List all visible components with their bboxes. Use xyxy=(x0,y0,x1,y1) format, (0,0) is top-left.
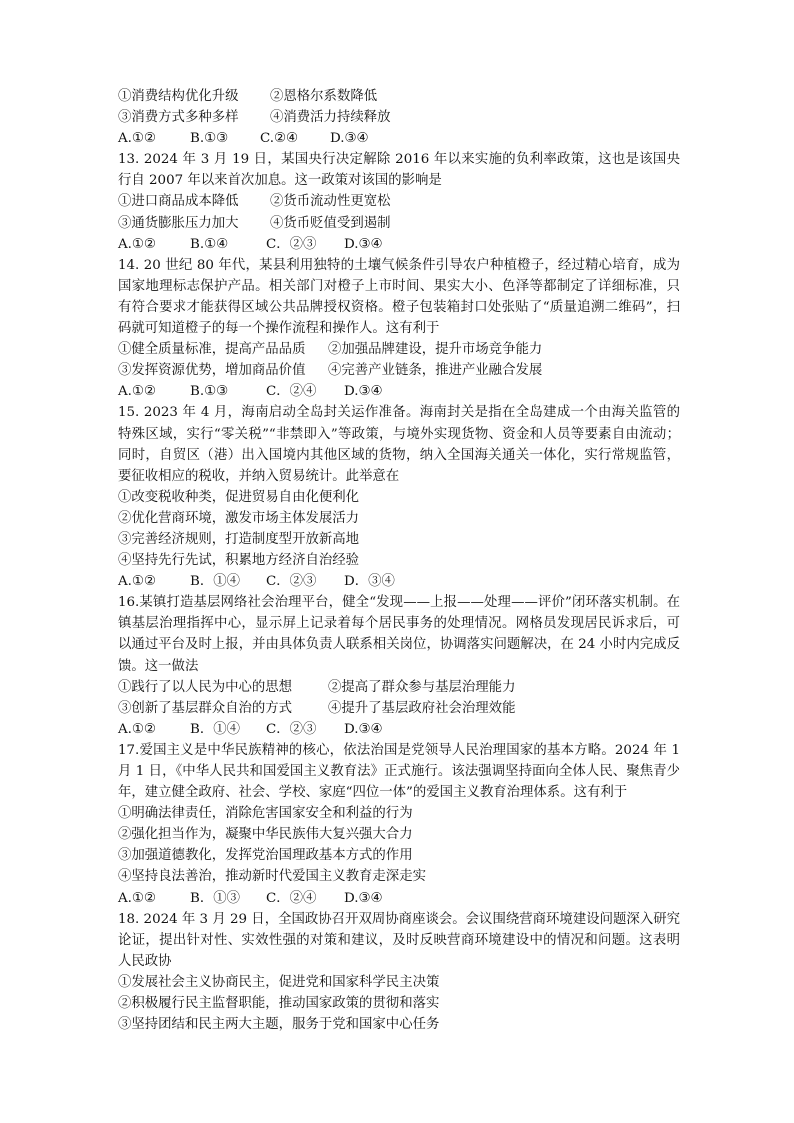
q15-option-3: ③完善经济规则，打造制度型开放新高地 xyxy=(118,531,360,547)
q16-stem: 16.某镇打造基层网络社会治理平台，健全“发现——上报——处理——评价”闭环落实机制。在镇基层治理指挥中心，显示屏上记录着每个居民事务的处理情况。网格员发现居民诉求后，可以通过平台及时上报，并由具体负责人联系相关岗位，协调落实问题解决，在 24 小时内完成反馈。这一做法 xyxy=(118,595,680,674)
q14-answer-a: A.①② xyxy=(118,384,156,400)
q17-answer-d: D.③④ xyxy=(344,890,383,906)
q14-option-2: ②加强品牌建设，提升市场竞争能力 xyxy=(328,342,543,358)
q14-option-4: ④完善产业链条，推进产业融合发展 xyxy=(328,363,543,379)
q14-stem: 14. 20 世纪 80 年代，某县利用独特的土壤气候条件引导农户种植橙子，经过精心培育，成为国家地理标志保护产品。相关部门对橙子上市时间、果实大小、色泽等都制定了详细标准，只有符合要求才能获得区域公共品牌授权资格。橙子包装箱封口处张贴了“质量追溯二维码”，扫码就可知道橙子的每一个操作流程和操作人。这有利于 xyxy=(118,257,680,337)
q14-answer-c: C．②④ xyxy=(266,384,317,400)
q13-option-4: ④货币贬值受到遏制 xyxy=(270,215,391,231)
q12-answers xyxy=(118,128,680,149)
exam-page xyxy=(118,86,680,1035)
q12-option-1: ①消费结构优化升级 xyxy=(118,89,239,104)
q14-option-1: ①健全质量标准，提高产品品质 xyxy=(118,342,306,358)
q17-option-3: ③加强道德教化，发挥党治国理政基本方式的作用 xyxy=(118,848,413,864)
q12-answer-b: B.①③ xyxy=(190,131,229,147)
q12-options-row2 xyxy=(118,107,680,128)
q13-answers xyxy=(118,234,680,255)
q18-option-1: ①发展社会主义协商民主，促进党和国家科学民主决策 xyxy=(118,974,440,990)
q12-answer-a: A.①② xyxy=(118,131,156,147)
q16-option-1: ①践行了以人民为中心的思想 xyxy=(118,679,293,695)
q14-answer-d: D.③④ xyxy=(344,384,383,400)
q13-answer-c: C．②③ xyxy=(266,236,317,252)
q13-answer-b: B.①④ xyxy=(190,236,229,252)
q14-option-3: ③发挥资源优势，增加商品价值 xyxy=(118,363,306,379)
q12-option-3: ③消费方式多种多样 xyxy=(118,110,239,126)
q17-answer-b: B．①③ xyxy=(190,890,241,906)
q13-answer-d: D.③④ xyxy=(344,236,383,252)
q15-answer-a: A.①② xyxy=(118,574,156,590)
q13-option-3: ③通货膨胀压力加大 xyxy=(118,215,239,231)
q15-answers xyxy=(118,571,680,592)
q18-option-3: ③坚持团结和民主两大主题，服务于党和国家中心任务 xyxy=(118,1017,440,1033)
q14-options-row1 xyxy=(118,339,680,360)
q16-option-4: ④提升了基层政府社会治理效能 xyxy=(328,700,516,716)
q14-options-row2 xyxy=(118,360,680,381)
q14-answers xyxy=(118,381,680,402)
q17-answer-c: C．②④ xyxy=(266,890,317,906)
q15-option-2: ②优化营商环境，激发市场主体发展活力 xyxy=(118,510,360,526)
q17-option-2: ②强化担当作为，凝聚中华民族伟大复兴强大合力 xyxy=(118,827,413,843)
q16-options-row2 xyxy=(118,698,680,719)
q17-answers xyxy=(118,888,680,909)
q18-option-2: ②积极履行民主监督职能，推动国家政策的贯彻和落实 xyxy=(118,996,440,1012)
q16-answers xyxy=(118,719,680,740)
q15-option-1: ①改变税收种类，促进贸易自由化便利化 xyxy=(118,489,360,505)
q15-option-4: ④坚持先行先试，积累地方经济自治经验 xyxy=(118,553,360,569)
q13-options-row1 xyxy=(118,191,680,212)
q16-options-row1 xyxy=(118,677,680,698)
q17-answer-a: A.①② xyxy=(118,890,156,906)
q17-option-4: ④坚持良法善治，推动新时代爱国主义教育走深走实 xyxy=(118,869,426,885)
q16-answer-d: D.③④ xyxy=(344,721,383,737)
q18-stem: 18. 2024 年 3 月 29 日，全国政协召开双周协商座谈会。会议围绕营商环境建设问题深入研究论证，提出针对性、实效性强的对策和建议，及时反映营商环境建设中的情况和问题。这表明人民政协 xyxy=(118,911,680,969)
q12-answer-c: C.②④ xyxy=(260,131,299,147)
q13-option-2: ②货币流动性更宽松 xyxy=(270,194,391,210)
q12-options-row1 xyxy=(118,86,680,107)
q12-answer-d: D.③④ xyxy=(330,131,369,147)
q16-answer-b: B．①④ xyxy=(190,721,241,737)
q16-option-3: ③创新了基层群众自治的方式 xyxy=(118,700,293,716)
q15-answer-b: B．①④ xyxy=(190,574,241,590)
q12-option-2: ②恩格尔系数降低 xyxy=(270,89,378,104)
q13-answer-a: A.①② xyxy=(118,236,156,252)
q17-option-1: ①明确法律责任，消除危害国家安全和利益的行为 xyxy=(118,806,413,822)
q15-answer-c: C．②③ xyxy=(266,574,317,590)
q13-option-1: ①进口商品成本降低 xyxy=(118,194,239,210)
q16-option-2: ②提高了群众参与基层治理能力 xyxy=(328,679,516,695)
q16-answer-c: C．②③ xyxy=(266,721,317,737)
q17-stem: 17.爱国主义是中华民族精神的核心，依法治国是党领导人民治理国家的基本方略。2024 年 1 月 1 日，《中华人民共和国爱国主义教育法》正式施行。该法强调坚持面向全体人民、聚焦青少年，建立健全政府、社会、学校、家庭“四位一体”的爱国主义教育治理体系。这有利于 xyxy=(118,742,680,801)
q12-option-4: ④消费活力持续释放 xyxy=(270,110,391,126)
q15-stem: 15. 2023 年 4 月，海南启动全岛封关运作准备。海南封关是指在全岛建成一个由海关监管的特殊区域，实行“零关税”“非禁即入”等政策，与境外实现货物、资金和人员等要素自由流动；同时，自贸区（港）出入国境内其他区域的货物，纳入全国海关通关一体化，实行常规监管，要征收相应的税收，并纳入贸易统计。此举意在 xyxy=(118,405,680,484)
q16-answer-a: A.①② xyxy=(118,721,156,737)
q15-answer-d: D．③④ xyxy=(344,574,395,590)
q13-options-row2 xyxy=(118,213,680,234)
q13-stem: 13. 2024 年 3 月 19 日，某国央行决定解除 2016 年以来实施的负利率政策，这也是该国央行自 2007 年以来首次加息。这一政策对该国的影响是 xyxy=(118,152,680,189)
q14-answer-b: B.①③ xyxy=(190,384,229,400)
